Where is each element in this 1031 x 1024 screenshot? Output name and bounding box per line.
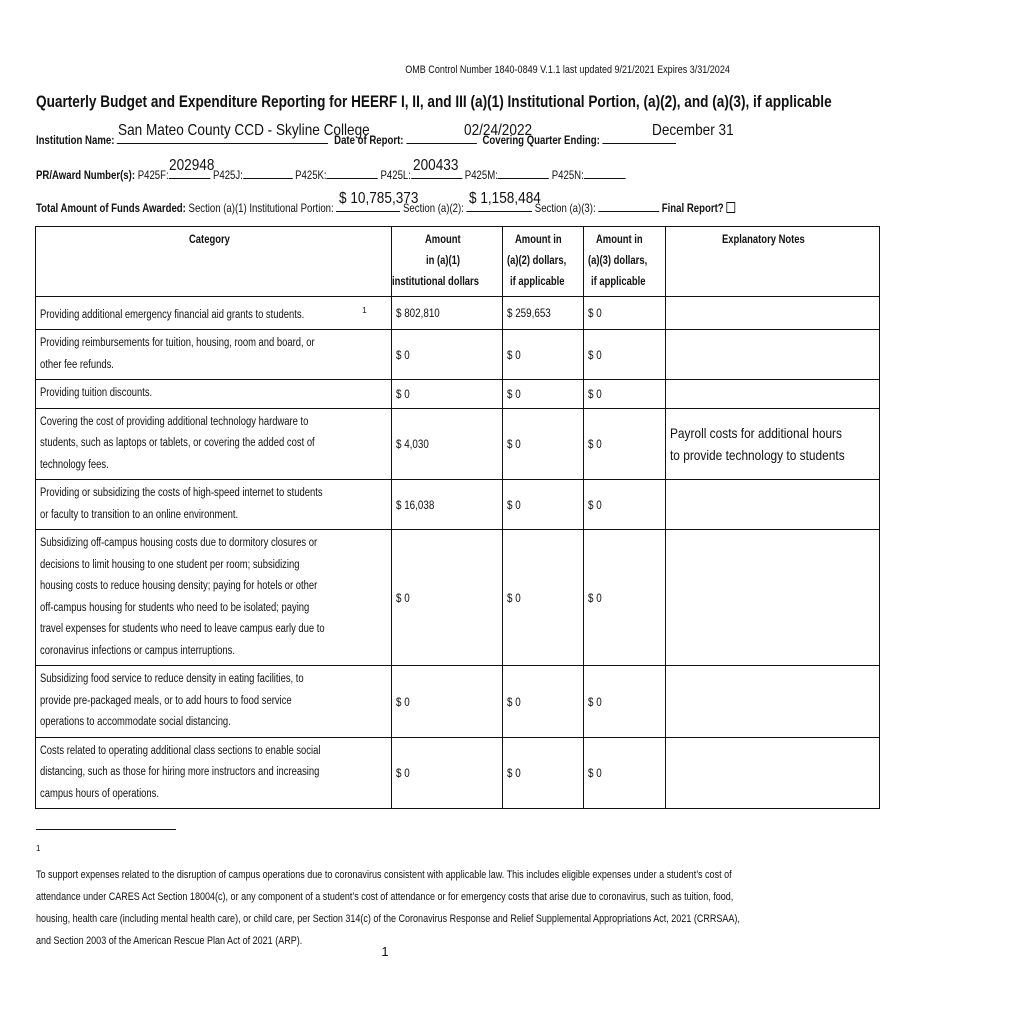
footnote-line: attendance under CARES Act Section 18004(c), or any component of a student’s cost of attendance or for emergency costs that arise due to coronavirus, such as tuition, food,	[36, 890, 734, 903]
category-cell: Subsidizing off-campus housing costs due to dormitory closures or decisions to limit housing to one student per room; subsidizing housing costs to reduce housing density; paying for hotels or other off-campus housing for students who need to be isolated; paying travel expenses for students who need to leave campus early due to coronavirus infections or campus interruptions.	[36, 530, 392, 666]
explanatory-note-cell[interactable]	[665, 330, 879, 380]
table-row	[36, 480, 880, 530]
section-a3-label: Section (a)(3):	[534, 201, 596, 215]
amount-a3-cell[interactable]: $ 0	[584, 737, 665, 809]
amount-a1-cell[interactable]: $ 802,810	[392, 297, 503, 330]
omb-control-number: OMB Control Number 1840-0849 V.1.1 last updated 9/21/2021 Expires 3/31/2024	[405, 64, 730, 76]
header-a2: Amount in (a)(2) dollars, if applicable	[503, 227, 584, 297]
section-a1-value: $ 10,785,373	[339, 190, 419, 207]
p425l-value: 200433	[413, 157, 459, 174]
form-title: Quarterly Budget and Expenditure Reporting for HEERF I, II, and III (a)(1) Institutional Portion, (a)(2), and (a)(3), if applicable	[36, 92, 832, 111]
covering-quarter-label: Covering Quarter Ending:	[482, 133, 600, 147]
amount-a2-cell[interactable]: $ 0	[503, 330, 584, 380]
category-cell: Costs related to operating additional class sections to enable social distancing, such as those for hiring more instructors and increasing campus hours of operations.	[36, 737, 392, 809]
amount-a3-cell[interactable]: $ 0	[584, 380, 665, 409]
table-row	[36, 297, 880, 330]
p425k-label: P425K:	[295, 168, 327, 182]
amount-a2-cell[interactable]: $ 259,653	[503, 297, 584, 330]
total-funds-label: Total Amount of Funds Awarded:	[36, 201, 186, 215]
p425n-label: P425N:	[551, 168, 584, 182]
amount-a1-cell[interactable]: $ 0	[392, 380, 503, 409]
p425l-label: P425L:	[380, 168, 411, 182]
header-explanatory-notes: Explanatory Notes	[665, 227, 879, 297]
amount-a2-cell[interactable]: $ 0	[503, 737, 584, 809]
page-number: 1	[381, 944, 389, 959]
amount-a2-cell[interactable]: $ 0	[503, 480, 584, 530]
explanatory-note-cell[interactable]	[665, 480, 879, 530]
section-a2-label: Section (a)(2):	[403, 201, 464, 215]
amount-a2-cell[interactable]: $ 0	[503, 666, 584, 738]
footnote-reference: 1	[362, 306, 367, 315]
covering-quarter-value: December 31	[652, 122, 734, 139]
table-row	[36, 380, 880, 409]
footnote-line: housing, health care (including mental health care), or child care, per Section 314(c) of the Coronavirus Response and Relief Supplemental Appropriations Act, 2021 (CRRSAA),	[36, 912, 740, 925]
table-row	[36, 737, 880, 809]
table-row	[36, 408, 880, 480]
explanatory-note-cell[interactable]: Payroll costs for additional hours to provide technology to students	[665, 408, 879, 480]
institution-name-label: Institution Name:	[36, 133, 115, 147]
pr-award-label: PR/Award Number(s):	[36, 168, 136, 182]
institution-name-value: San Mateo County CCD - Skyline College	[118, 122, 370, 139]
amount-a1-cell[interactable]: $ 0	[392, 330, 503, 380]
header-a1: Amount in (a)(1) institutional dollars	[392, 227, 503, 297]
p425f-label: P425F:	[137, 168, 169, 182]
expenditure-table	[35, 226, 880, 809]
amount-a2-cell[interactable]: $ 0	[503, 380, 584, 409]
amount-a2-cell[interactable]: $ 0	[503, 530, 584, 666]
amount-a3-cell[interactable]: $ 0	[584, 666, 665, 738]
header-a3: Amount in (a)(3) dollars, if applicable	[584, 227, 665, 297]
footnote-marker: 1	[36, 844, 41, 853]
date-of-report-label: Date of Report:	[334, 133, 404, 147]
final-report-label: Final Report?	[661, 201, 724, 215]
explanatory-note-cell[interactable]	[665, 297, 879, 330]
p425f-value: 202948	[169, 157, 215, 174]
explanatory-note-cell[interactable]	[665, 380, 879, 409]
table-row	[36, 530, 880, 666]
amount-a3-cell[interactable]: $ 0	[584, 297, 665, 330]
date-of-report-value: 02/24/2022	[464, 122, 533, 139]
p425j-field[interactable]	[243, 166, 293, 179]
section-a3-field[interactable]	[598, 199, 659, 212]
footnote-line: To support expenses related to the disruption of campus operations due to coronavirus consistent with applicable law. This includes eligible expenses under a student’s cost of	[36, 868, 732, 881]
p425m-label: P425M:	[464, 168, 498, 182]
table-header-row	[36, 227, 880, 297]
amount-a3-cell[interactable]: $ 0	[584, 530, 665, 666]
amount-a2-cell[interactable]: $ 0	[503, 408, 584, 480]
category-cell: Providing additional emergency financial aid grants to students. $^1$	[36, 297, 392, 330]
section-a1-label: Section (a)(1) Institutional Portion:	[188, 201, 334, 215]
table-row	[36, 330, 880, 380]
category-cell: Subsidizing food service to reduce density in eating facilities, to provide pre-packaged meals, or to add hours to food service operations to accommodate social distancing.	[36, 666, 392, 738]
amount-a3-cell[interactable]: $ 0	[584, 480, 665, 530]
pr-award-line	[36, 166, 773, 182]
final-report-checkbox[interactable]	[726, 202, 735, 213]
p425k-field[interactable]	[327, 166, 378, 179]
footnote-divider	[36, 829, 176, 830]
section-a2-value: $ 1,158,484	[469, 190, 541, 207]
category-cell: Providing or subsidizing the costs of high-speed internet to students or faculty to transition to an online environment.	[36, 480, 392, 530]
footnote	[36, 838, 740, 952]
amount-a1-cell[interactable]: $ 4,030	[392, 408, 503, 480]
amount-a3-cell[interactable]: $ 0	[584, 330, 665, 380]
explanatory-note-cell[interactable]	[665, 666, 879, 738]
p425n-field[interactable]	[584, 166, 626, 179]
header-category: Category	[36, 227, 392, 297]
explanatory-note-cell[interactable]	[665, 737, 879, 809]
table-row	[36, 666, 880, 738]
category-cell: Covering the cost of providing additional technology hardware to students, such as laptops or tablets, or covering the added cost of technology fees.	[36, 408, 392, 480]
footnote-line: and Section 2003 of the American Rescue Plan Act of 2021 (ARP).	[36, 934, 303, 947]
amount-a3-cell[interactable]: $ 0	[584, 408, 665, 480]
p425m-field[interactable]	[498, 166, 549, 179]
amount-a1-cell[interactable]: $ 0	[392, 666, 503, 738]
category-cell: Providing reimbursements for tuition, housing, room and board, or other fee refunds.	[36, 330, 392, 380]
amount-a1-cell[interactable]: $ 16,038	[392, 480, 503, 530]
category-cell: Providing tuition discounts.	[36, 380, 392, 409]
amount-a1-cell[interactable]: $ 0	[392, 530, 503, 666]
amount-a1-cell[interactable]: $ 0	[392, 737, 503, 809]
p425j-label: P425J:	[212, 168, 243, 182]
explanatory-note-cell[interactable]	[665, 530, 879, 666]
